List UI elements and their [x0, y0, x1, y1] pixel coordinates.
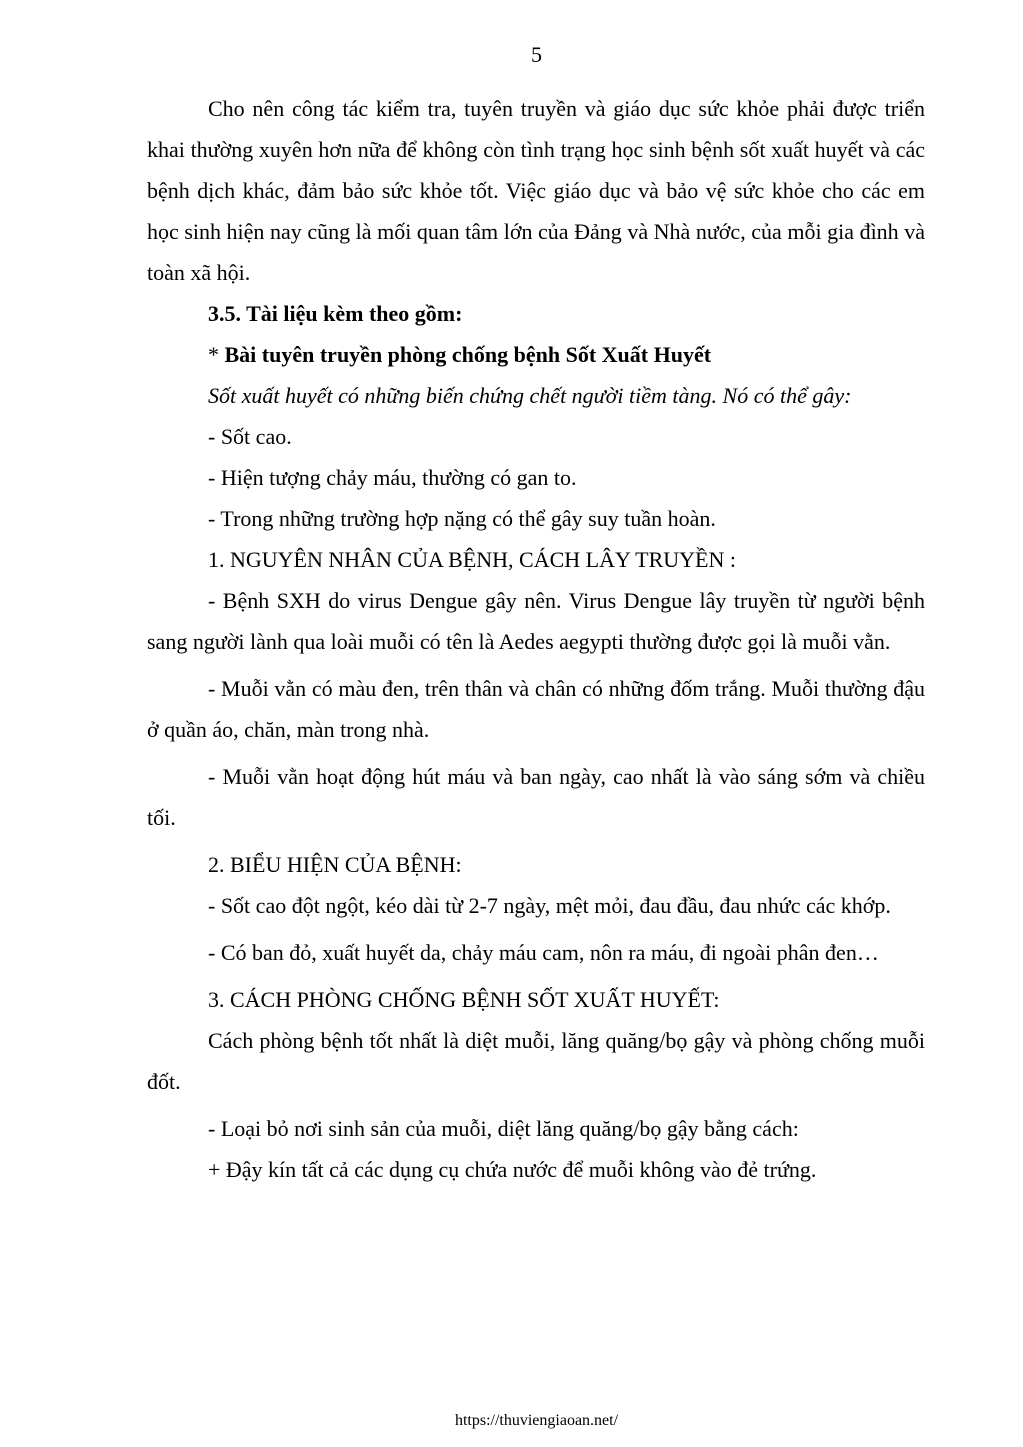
footer-url: https://thuviengiaoan.net/ — [454, 1412, 619, 1429]
section-heading: 3.5. Tài liệu kèm theo gồm: — [208, 301, 463, 326]
heading-cause: 1. NGUYÊN NHÂN CỦA BỆNH, CÁCH LÂY TRUYỀN : — [208, 547, 736, 572]
paragraph-symptom-1: - Sốt cao đột ngột, kéo dài từ 2-7 ngày, mệt mỏi, đau đầu, đau nhức các khớp. — [208, 893, 891, 918]
page-number: 5 — [531, 42, 542, 67]
paragraph-prevent-3: + Đậy kín tất cả các dụng cụ chứa nước để muỗi không vào đẻ trứng. — [208, 1157, 817, 1182]
list-item: - Trong những trường hợp nặng có thể gây suy tuần hoàn. — [208, 506, 716, 531]
paragraph-symptom-2: - Có ban đỏ, xuất huyết da, chảy máu cam, nôn ra máu, đi ngoài phân đen… — [208, 940, 879, 965]
paragraph-prevent-2: - Loại bỏ nơi sinh sản của muỗi, diệt lăng quăng/bọ gậy bằng cách: — [208, 1116, 799, 1141]
list-item: - Sốt cao. — [208, 424, 292, 449]
paragraph-intro: Cho nên công tác kiểm tra, tuyên truyền và giáo dục sức khỏe phải được triển khai thường xuyên hơn nữa để không còn tình trạng học sinh bệnh sốt xuất huyết và các bệnh dịch khác, đảm bảo sức khỏe tốt. Việc giáo dục và bảo vệ sức khỏe cho các em học sinh hiện nay cũng là mối quan tâm lớn của Đảng và Nhà nước, của mỗi gia đình và toàn xã hội. — [147, 96, 925, 285]
heading-prevention: 3. CÁCH PHÒNG CHỐNG BỆNH SỐT XUẤT HUYẾT: — [208, 987, 720, 1012]
paragraph-cause-3: - Muỗi vằn hoạt động hút máu và ban ngày, cao nhất là vào sáng sớm và chiều tối. — [147, 764, 925, 830]
title-bullet: * — [208, 342, 225, 367]
paragraph-cause-1: - Bệnh SXH do virus Dengue gây nên. Virus Dengue lây truyền từ người bệnh sang người lành qua loài muỗi có tên là Aedes aegypti thường được gọi là muỗi vằn. — [147, 588, 925, 654]
intro-italic: Sốt xuất huyết có những biến chứng chết người tiềm tàng. Nó có thể gây: — [208, 383, 852, 408]
document-title: Bài tuyên truyền phòng chống bệnh Sốt Xuất Huyết — [224, 342, 712, 367]
document-title-line — [147, 334, 925, 375]
document-body — [147, 88, 925, 1190]
heading-symptoms: 2. BIỂU HIỆN CỦA BỆNH: — [208, 852, 462, 877]
list-item: - Hiện tượng chảy máu, thường có gan to. — [208, 465, 577, 490]
paragraph-cause-2: - Muỗi vằn có màu đen, trên thân và chân có những đốm trắng. Muỗi thường đậu ở quần áo, chăn, màn trong nhà. — [147, 676, 925, 742]
paragraph-prevent-1: Cách phòng bệnh tốt nhất là diệt muỗi, lăng quăng/bọ gậy và phòng chống muỗi đốt. — [147, 1028, 925, 1094]
